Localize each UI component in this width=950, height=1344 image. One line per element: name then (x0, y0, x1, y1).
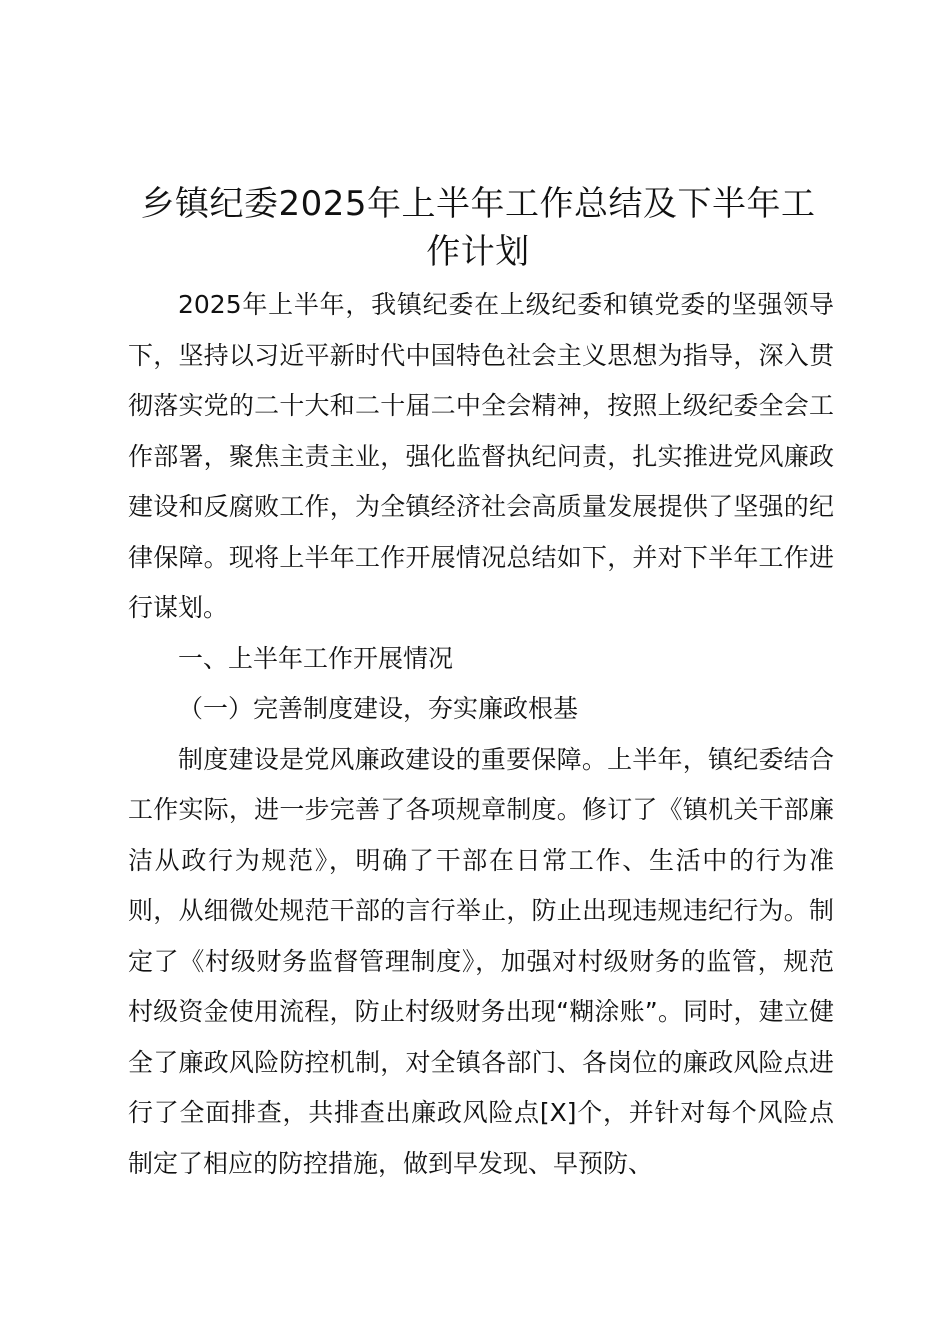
subsection-1-paragraph: 制度建设是党风廉政建设的重要保障。上半年，镇纪委结合工作实际，进一步完善了各项规章制度。修订了《镇机关干部廉洁从政行为规范》，明确了干部在日常工作、生活中的行为准则，从细微处规范干部的言行举止，防止出现违规违纪行为。制定了《村级财务监督管理制度》，加强对村级财务的监管，规范村级资金使用流程，防止村级财务出现“糊涂账”。同时，建立健全了廉政风险防控机制，对全镇各部门、各岗位的廉政风险点进行了全面排查，共排查出廉政风险点[X]个，并针对每个风险点制定了相应的防控措施，做到早发现、早预防、 (128, 744, 834, 1178)
document-body (128, 280, 834, 1189)
document-title: 乡镇纪委2025年上半年工作总结及下半年工作计划 (140, 184, 816, 272)
section-heading-1: 一、上半年工作开展情况 (178, 643, 454, 673)
subsection-heading-1: （一）完善制度建设，夯实廉政根基 (178, 694, 579, 723)
intro-paragraph: 2025年上半年，我镇纪委在上级纪委和镇党委的坚强领导下，坚持以习近平新时代中国特色社会主义思想为指导，深入贯彻落实党的二十大和二十届二中全会精神，按照上级纪委全会工作部署，聚焦主责主业，强化监督执纪问责，扎实推进党风廉政建设和反腐败工作，为全镇经济社会高质量发展提供了坚强的纪律保障。现将上半年工作开展情况总结如下，并对下半年工作进行谋划。 (128, 290, 834, 622)
